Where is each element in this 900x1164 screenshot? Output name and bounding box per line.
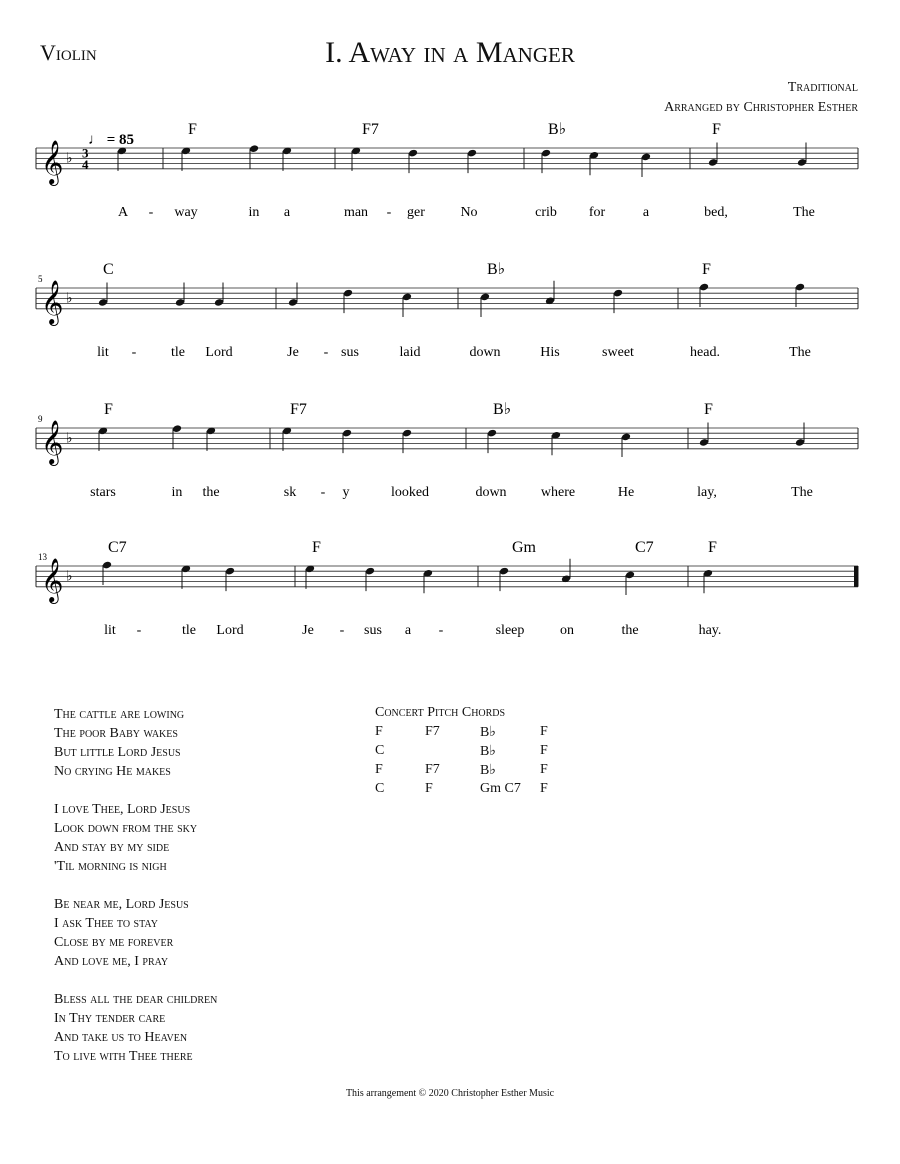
verse-stanza	[54, 800, 217, 876]
verse-line: And stay by my side	[54, 840, 170, 855]
lyric-syllable: crib	[535, 204, 557, 220]
lyric-syllable: lay,	[697, 484, 717, 500]
verse-line: The cattle are lowing	[54, 707, 185, 722]
lyric-syllable: the	[621, 622, 639, 638]
treble-clef-icon: 𝄞	[41, 419, 64, 464]
time-signature-bottom: 4	[82, 156, 89, 172]
lyric-syllable: -	[323, 344, 329, 360]
lyric-syllable: Je	[302, 622, 314, 638]
lyric-syllable: A	[117, 204, 129, 220]
lyric-syllable: sus	[341, 344, 359, 360]
arranger-credit: Arranged by Christopher Esther	[664, 100, 858, 115]
tempo-marking: ♩ = 85	[88, 132, 135, 148]
verse-stanza	[54, 895, 217, 971]
lyric-syllable: hay.	[698, 622, 722, 638]
lyric-syllable: The	[793, 204, 815, 220]
lyric-syllable: head.	[690, 344, 720, 360]
lyric-syllable: down	[469, 344, 501, 360]
lyric-syllable: lit	[97, 344, 109, 360]
chord-symbol: F	[712, 121, 721, 138]
verse-stanza	[54, 990, 217, 1066]
lyric-syllable: a	[283, 204, 291, 220]
verse-line: I love Thee, Lord Jesus	[54, 802, 191, 817]
chord-symbol: C7	[635, 539, 654, 556]
chord-symbol: B♭	[493, 401, 512, 418]
lyric-syllable: ger	[407, 204, 425, 220]
chord-symbol: F7	[290, 401, 307, 418]
lyric-syllable: the	[202, 484, 220, 500]
chord-symbol: F	[704, 401, 713, 418]
verse-line: And take us to Heaven	[54, 1030, 188, 1045]
lyric-syllable: sleep	[495, 622, 525, 638]
verse-line: Look down from the sky	[54, 821, 198, 836]
treble-clef-icon: 𝄞	[41, 557, 64, 602]
lyric-syllable: on	[560, 622, 574, 638]
verse-line: Close by me forever	[54, 935, 174, 950]
chord-symbol: F	[188, 121, 197, 138]
concert-chord-cell: C	[375, 743, 385, 758]
lyric-syllable: in	[248, 204, 260, 220]
lyric-syllable: -	[136, 622, 142, 638]
lyric-syllable: He	[617, 484, 635, 500]
lyric-syllable: down	[475, 484, 507, 500]
chord-symbol: Gm	[512, 539, 536, 556]
verse-line: Be near me, Lord Jesus	[54, 897, 189, 912]
chord-symbol: F	[104, 401, 113, 418]
key-signature-flat-icon: ♭	[66, 430, 73, 447]
concert-chords-table	[375, 724, 575, 804]
lyric-syllable: sweet	[602, 344, 634, 360]
final-barline	[854, 566, 858, 587]
lyric-syllable: a	[404, 622, 412, 638]
concert-chord-cell: F	[540, 781, 548, 796]
verse-line: But little Lord Jesus	[54, 745, 181, 760]
concert-chords-heading: Concert Pitch Chords	[375, 705, 506, 720]
lyric-syllable: in	[171, 484, 183, 500]
staff-system	[36, 401, 858, 500]
instrument-label: Violin	[40, 40, 97, 65]
lyric-syllable: -	[386, 204, 392, 220]
verse-line: 'Til morning is nigh	[54, 859, 167, 874]
lyric-syllable: -	[131, 344, 137, 360]
lyric-syllable: tle	[171, 344, 185, 360]
staff-system	[36, 539, 858, 638]
lyric-syllable: -	[320, 484, 326, 500]
verse-line: Bless all the dear children	[54, 992, 218, 1007]
lyric-syllable: The	[789, 344, 811, 360]
concert-chord-cell: F	[375, 724, 383, 739]
concert-chord-cell: F	[375, 762, 383, 777]
composer-credit: Traditional	[787, 80, 858, 95]
measure-number: 13	[38, 552, 47, 562]
lyric-syllable: -	[339, 622, 345, 638]
verse-line: The poor Baby wakes	[54, 726, 178, 741]
lyric-syllable: Lord	[205, 344, 233, 360]
treble-clef-icon: 𝄞	[41, 139, 64, 184]
verse-line: To live with Thee there	[54, 1049, 193, 1064]
lyric-syllable: laid	[399, 344, 421, 360]
key-signature-flat-icon: ♭	[66, 150, 73, 167]
key-signature-flat-icon: ♭	[66, 568, 73, 585]
treble-clef-icon: 𝄞	[41, 279, 64, 324]
lyric-syllable: Je	[287, 344, 299, 360]
time-signature-top: 3	[82, 145, 89, 161]
chord-symbol: F	[708, 539, 717, 556]
lyric-syllable: Lord	[216, 622, 244, 638]
verse-stanza	[54, 705, 217, 781]
concert-chord-cell: F7	[425, 762, 440, 777]
concert-chord-cell: F	[540, 743, 548, 758]
concert-chord-cell: F	[540, 762, 548, 777]
staff-system	[36, 261, 858, 360]
concert-chord-cell: B♭	[480, 763, 496, 778]
concert-chord-cell: F7	[425, 724, 440, 739]
chord-symbol: C7	[108, 539, 127, 556]
lyric-syllable: No	[460, 204, 478, 220]
concert-chord-cell: F	[425, 781, 433, 796]
verse-line: No crying He makes	[54, 764, 171, 779]
chord-symbol: F	[312, 539, 321, 556]
concert-chord-cell: C	[375, 781, 385, 796]
copyright-footer: This arrangement © 2020 Christopher Esther Music	[345, 1088, 555, 1099]
concert-chord-cell: B♭	[480, 725, 496, 740]
staff-systems	[36, 121, 858, 638]
verse-line: And love me, I pray	[54, 954, 169, 969]
measure-number: 5	[38, 274, 43, 284]
verse-line: I ask Thee to stay	[54, 916, 158, 931]
concert-chord-cell: B♭	[480, 744, 496, 759]
staff-system	[36, 121, 858, 220]
lyric-syllable: The	[791, 484, 813, 500]
chord-symbol: B♭	[548, 121, 567, 138]
lyric-syllable: where	[540, 484, 576, 500]
lyric-syllable: y	[342, 484, 350, 500]
lyric-syllable: tle	[182, 622, 196, 638]
lyric-syllable: -	[438, 622, 444, 638]
lyric-syllable: man	[343, 204, 369, 220]
lyric-syllable: stars	[90, 484, 116, 500]
chord-symbol: B♭	[487, 261, 506, 278]
lyric-syllable: a	[642, 204, 650, 220]
page-title: I. Away in a Manger	[325, 36, 575, 69]
lyric-syllable: way	[174, 204, 198, 220]
chord-symbol: F	[702, 261, 711, 278]
lyric-syllable: sk	[283, 484, 297, 500]
concert-chord-cell: Gm C7	[480, 781, 521, 796]
measure-number: 9	[38, 414, 43, 424]
lyric-syllable: -	[148, 204, 154, 220]
concert-chord-cell: F	[540, 724, 548, 739]
lyric-syllable: sus	[364, 622, 382, 638]
lyric-syllable: looked	[390, 484, 430, 500]
key-signature-flat-icon: ♭	[66, 290, 73, 307]
verses-block	[54, 705, 217, 1085]
verse-line: In Thy tender care	[54, 1011, 166, 1026]
lyric-syllable: for	[588, 204, 606, 220]
lyric-syllable: lit	[104, 622, 116, 638]
lyric-syllable: His	[540, 344, 560, 360]
chord-symbol: C	[103, 261, 114, 278]
chord-symbol: F7	[362, 121, 379, 138]
lyric-syllable: bed,	[704, 204, 728, 220]
